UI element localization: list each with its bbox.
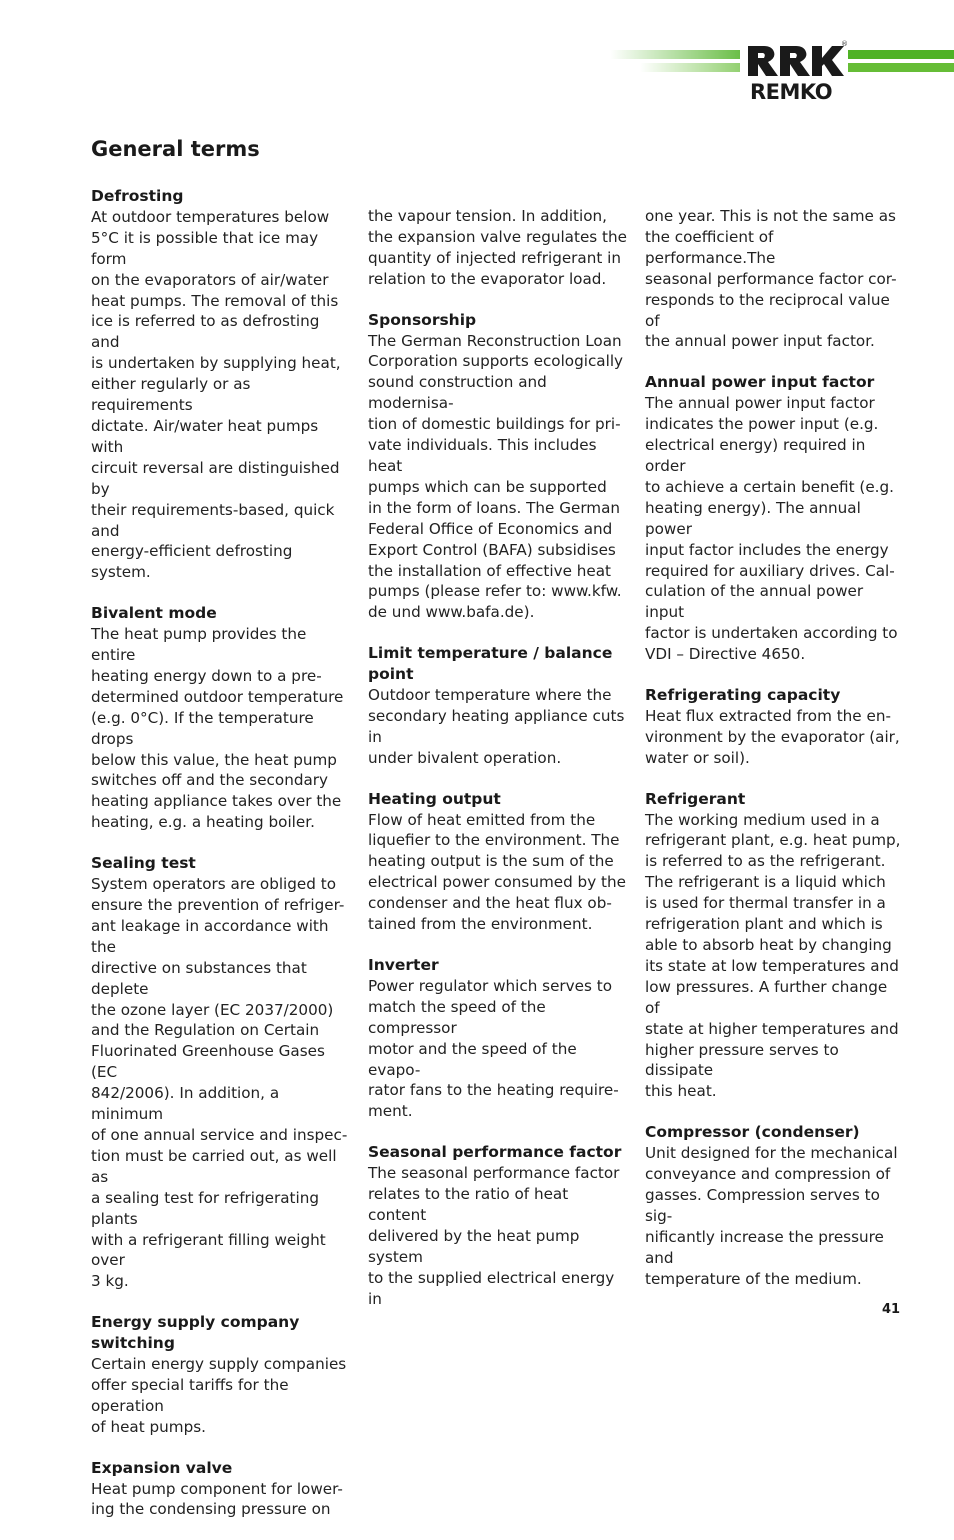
term-body: Outdoor temperature where the secondary heating appliance cuts in under bivalent operation. bbox=[368, 686, 625, 767]
term-refrigerating-capacity bbox=[645, 685, 905, 769]
term-body: the vapour tension. In addition, the expansion valve regulates the quantity of injected refrigerant in relation to the evaporator load. bbox=[368, 207, 627, 288]
term-body: The seasonal performance factor relates to the ratio of heat content delivered by the heat pump system to the supplied electrical energy in bbox=[368, 1164, 620, 1308]
term-annual-power-input-factor bbox=[645, 372, 905, 665]
term-heading: Compressor (condenser) bbox=[645, 1123, 860, 1142]
term-heading: Inverter bbox=[368, 956, 439, 974]
page-number: 41 bbox=[882, 1302, 901, 1317]
term-seasonal-performance-factor-continued bbox=[645, 206, 905, 352]
term-body: one year. This is not the same as the coefficient of performance.The seasonal performance factor cor- responds to the reciprocal value of the annual power input factor. bbox=[645, 207, 897, 351]
term-refrigerant bbox=[645, 789, 905, 1103]
term-bivalent-mode bbox=[91, 603, 351, 833]
term-heading: Annual power input factor bbox=[645, 373, 875, 392]
column-3 bbox=[645, 206, 905, 1310]
term-heading: Energy supply company switching bbox=[91, 1313, 300, 1353]
column-2 bbox=[368, 206, 628, 1330]
term-body: Flow of heat emitted from the liquefier to the environment. The heating output is the sum of the electrical power consumed by the condenser and the heat flux ob- tained from the environment. bbox=[368, 810, 626, 934]
term-heading: Refrigerant bbox=[645, 789, 746, 808]
term-body: Heat pump component for lower- ing the condensing pressure on bbox=[91, 1479, 343, 1519]
term-expansion-valve bbox=[91, 1458, 351, 1521]
term-body: Power regulator which serves to match the speed of the compressor motor and the speed of the evapo- rator fans to the heating require- ment. bbox=[368, 976, 619, 1121]
header bbox=[0, 0, 954, 110]
brand-wordmark: REMKO bbox=[750, 80, 833, 104]
column-1 bbox=[91, 186, 351, 1540]
term-heading: Refrigerating capacity bbox=[645, 686, 841, 705]
term-body: The working medium used in a refrigerant plant, e.g. heat pump, is referred to as the refrigerant. The refrigerant is a liquid which is used for thermal transfer in a refrigeration plant and which is able to absorb heat by changing its state at low temperatures and low pressures. A further change of state at higher temperatures and higher pressure serves to dissipate this heat. bbox=[645, 810, 901, 1101]
term-sponsorship bbox=[368, 310, 628, 624]
term-heading: Limit temperature / balance point bbox=[368, 644, 613, 684]
term-body: The annual power input factor indicates the power input (e.g. electrical energy) required in order to achieve a certain benefit (e.g. heating energy). The annual power input factor includes the energy required for auxiliary drives. Cal- culation of the annual power input factor is undertaken according to VDI – Directive 4650. bbox=[645, 394, 898, 664]
term-seasonal-performance-factor bbox=[368, 1142, 628, 1309]
term-heading: Sealing test bbox=[91, 854, 196, 873]
term-heading: Heating output bbox=[368, 789, 501, 808]
term-heading: Expansion valve bbox=[91, 1458, 233, 1477]
term-expansion-valve-continued bbox=[368, 206, 628, 290]
term-body: System operators are obliged to ensure the prevention of refriger- ant leakage in accordance with the directive on substances that deplete the ozone layer (EC 2037/2000) and the Regulation on Certain Fluorinated Greenhouse Gases (EC 842/2006). In addition, a minimum of one annual service and inspec- tion must be carried out, as well as a sealing test for refrigerating plants with a refrigerant filling weight over 3 kg. bbox=[91, 875, 348, 1291]
term-inverter bbox=[368, 955, 628, 1122]
remko-logo-mark-icon bbox=[740, 42, 848, 82]
term-body: The heat pump provides the entire heating energy down to a pre- determined outdoor temperature (e.g. 0°C). If the temperature drops below this value, the heat pump switches off and the secondary heating appliance takes over the heating, e.g. a heating boiler. bbox=[91, 625, 344, 832]
term-body: At outdoor temperatures below 5°C it is possible that ice may form on the evaporators of air/water heat pumps. The removal of this ice is referred to as defrosting and is undertaken by supplying heat, either regularly or as requirements dictate. Air/water heat pumps with circuit reversal are distinguished by their requirements-based, quick and energy-efficient defrosting system. bbox=[91, 207, 341, 582]
term-heading: Seasonal performance factor bbox=[368, 1143, 622, 1162]
term-defrosting bbox=[91, 186, 351, 583]
term-heading: Sponsorship bbox=[368, 310, 477, 329]
term-heating-output bbox=[368, 789, 628, 935]
term-body: Heat flux extracted from the en- vironment by the evaporator (air, water or soil). bbox=[645, 706, 900, 767]
term-sealing-test bbox=[91, 853, 351, 1292]
term-body: The German Reconstruction Loan Corporation supports ecologically sound construction and modernisa- tion of domestic buildings for pri- vate individuals. This includes heat pumps which can be supported in the form of loans. The German Federal Office of Economics and Export Control (BAFA) subsidises the installation of effective heat pumps (please refer to: www.kfw. de und www.bafa.de). bbox=[368, 331, 624, 622]
term-energy-supply-company-switching bbox=[91, 1312, 351, 1437]
term-body: Certain energy supply companies offer special tariffs for the operation of heat pumps. bbox=[91, 1355, 347, 1436]
term-body: Unit designed for the mechanical conveyance and compression of gasses. Compression serves to sig- nificantly increase the pressure and temperature of the medium. bbox=[645, 1144, 898, 1288]
page-title: General terms bbox=[91, 137, 260, 161]
term-limit-temperature bbox=[368, 643, 628, 768]
term-heading: Bivalent mode bbox=[91, 604, 217, 623]
registered-mark: ® bbox=[841, 40, 848, 48]
term-heading: Defrosting bbox=[91, 187, 184, 205]
term-compressor bbox=[645, 1122, 905, 1289]
